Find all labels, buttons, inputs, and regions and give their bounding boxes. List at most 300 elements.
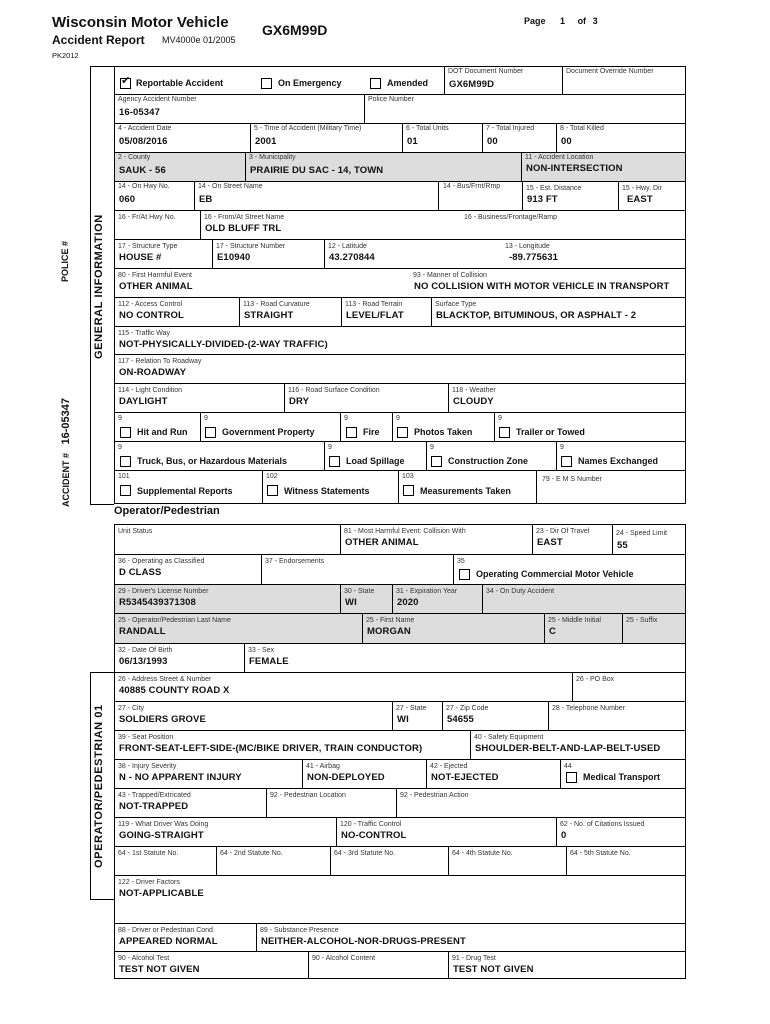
- construction-field: [426, 441, 556, 470]
- harmful-event-field: [114, 268, 410, 297]
- dot-doc-field: [444, 66, 562, 94]
- est-distance-field: [522, 181, 618, 210]
- names-label: Names Exchanged: [578, 456, 659, 466]
- medical-transport-label: Medical Transport: [583, 772, 661, 782]
- surface-type-label: Surface Type: [435, 301, 477, 308]
- fr-hwy-field: [114, 210, 200, 239]
- light-condition-value: DAYLIGHT: [119, 396, 168, 407]
- road-condition-value: DRY: [289, 396, 310, 407]
- structure-type-field: [114, 239, 212, 268]
- on-hwy-value: 060: [119, 194, 136, 205]
- names-num: 9: [560, 444, 564, 451]
- manner-collision-label: 93 - Manner of Collision: [413, 272, 487, 279]
- witness-checkbox[interactable]: [267, 485, 278, 496]
- police-number-field: [364, 94, 686, 123]
- total-injured-value: 00: [487, 136, 498, 147]
- fr-street-field: [200, 210, 460, 239]
- construction-label: Construction Zone: [448, 456, 528, 466]
- dot-doc-value: GX6M99D: [449, 79, 495, 90]
- accident-side-number: 16-05347: [60, 397, 72, 445]
- on-street-label: 14 - On Street Name: [198, 183, 263, 190]
- sex-field: [244, 643, 686, 672]
- address-field: [114, 672, 572, 701]
- photos-checkbox[interactable]: [397, 427, 408, 438]
- sex-value: FEMALE: [249, 656, 289, 667]
- amended-label: Amended: [387, 78, 429, 88]
- statute-2-field: [216, 846, 330, 875]
- citations-value: 0: [561, 830, 567, 841]
- harmful-event-value: OTHER ANIMAL: [119, 281, 193, 292]
- expiration-value: 2020: [397, 597, 419, 608]
- ems-field: [536, 470, 686, 504]
- fr-street-value: OLD BLUFF TRL: [205, 223, 282, 234]
- unit-status-field: [114, 524, 340, 554]
- road-curvature-field: [239, 297, 341, 326]
- airbag-value: NON-DEPLOYED: [307, 772, 385, 783]
- surface-type-field: [431, 297, 686, 326]
- substance-label: 89 - Substance Presence: [260, 927, 339, 934]
- city-field: [114, 701, 392, 730]
- bus-frnt-field: [438, 181, 522, 210]
- checkbox-row: [114, 66, 444, 94]
- reportable-label: Reportable Accident: [136, 78, 224, 88]
- manner-collision-field: [410, 268, 686, 297]
- accident-time-value: 2001: [255, 136, 277, 147]
- last-name-value: RANDALL: [119, 626, 166, 637]
- traffic-control-field: [336, 817, 556, 846]
- op-class-field: [114, 554, 261, 584]
- ejected-value: NOT-EJECTED: [431, 772, 499, 783]
- accident-side-text: ACCIDENT #: [61, 452, 71, 507]
- reportable-checkbox[interactable]: [120, 75, 131, 89]
- middle-initial-value: C: [549, 626, 556, 637]
- fire-field: [340, 412, 392, 441]
- hit-run-label: Hit and Run: [137, 427, 188, 437]
- structure-number-label: 17 - Structure Number: [216, 243, 286, 250]
- driver-cond-field: [114, 923, 256, 951]
- road-terrain-label: 113 - Road Terrain: [345, 301, 403, 308]
- substance-field: [256, 923, 686, 951]
- county-field: [114, 152, 245, 181]
- supp-reports-field: [114, 470, 262, 504]
- speed-limit-value: 55: [617, 540, 628, 551]
- total-killed-value: 00: [561, 136, 572, 147]
- suffix-label: 25 - Suffix: [626, 617, 658, 624]
- substance-value: NEITHER-ALCOHOL-NOR-DRUGS-PRESENT: [261, 936, 466, 947]
- supp-reports-checkbox[interactable]: [120, 485, 131, 496]
- relation-roadway-label: 117 - Relation To Roadway: [118, 358, 202, 365]
- commercial-label: Operating Commercial Motor Vehicle: [476, 569, 634, 579]
- of-label: of: [577, 16, 587, 26]
- measurements-num: 103: [402, 473, 414, 480]
- city-state-field: [392, 701, 442, 730]
- accident-location-label: 11 - Accident Location: [525, 154, 594, 161]
- page-total: 3: [592, 16, 598, 26]
- license-state-field: [340, 584, 392, 613]
- injury-label: 38 - Injury Severity: [118, 763, 177, 770]
- injury-field: [114, 759, 302, 788]
- county-label: 2 - County: [118, 154, 151, 161]
- driver-cond-label: 88 - Driver or Pedestrian Cond: [118, 927, 213, 934]
- ped-location-field: [266, 788, 396, 817]
- accident-side-label: [60, 398, 72, 507]
- emergency-label: On Emergency: [278, 78, 342, 88]
- harm-collision-value: OTHER ANIMAL: [345, 537, 419, 548]
- statute-3-label: 64 - 3rd Statute No.: [334, 850, 396, 857]
- city-value: SOLDIERS GROVE: [119, 714, 206, 725]
- hit-run-checkbox[interactable]: [120, 427, 131, 438]
- relation-roadway-value: ON-ROADWAY: [119, 367, 187, 378]
- license-state-value: WI: [345, 597, 357, 608]
- statute-5-field: [566, 846, 686, 875]
- middle-initial-field: [544, 613, 622, 643]
- safety-equipment-value: SHOULDER-BELT-AND-LAP-BELT-USED: [475, 743, 661, 754]
- light-condition-field: [114, 383, 284, 412]
- municipality-label: 3 - Municipality: [249, 154, 296, 161]
- truck-label: Truck, Bus, or Hazardous Materials: [137, 456, 288, 466]
- police-side-label: POLICE #: [60, 240, 70, 282]
- dir-travel-label: 23 - Dir Of Travel: [536, 528, 590, 535]
- on-street-field: [194, 181, 438, 210]
- trailer-label: Trailer or Towed: [516, 427, 585, 437]
- on-hwy-label: 14 - On Hwy No.: [118, 183, 170, 190]
- last-name-field: [114, 613, 362, 643]
- first-name-label: 25 - First Name: [366, 617, 415, 624]
- fire-checkbox[interactable]: [346, 427, 357, 438]
- zip-value: 54655: [447, 714, 474, 725]
- address-value: 40885 COUNTY ROAD X: [119, 685, 230, 696]
- injury-value: N - NO APPARENT INJURY: [119, 772, 242, 783]
- fr-street-label: 16 - From/At Street Name: [204, 214, 285, 221]
- names-checkbox[interactable]: [561, 456, 572, 467]
- report-title: Wisconsin Motor Vehicle: [52, 14, 229, 31]
- witness-field: [262, 470, 398, 504]
- spillage-num: 9: [328, 444, 332, 451]
- road-condition-field: [284, 383, 448, 412]
- structure-type-value: HOUSE #: [119, 252, 162, 263]
- endorsements-field: [261, 554, 453, 584]
- op-class-value: D CLASS: [119, 567, 162, 578]
- on-street-value: EB: [199, 194, 213, 205]
- traffic-control-label: 120 - Traffic Control: [340, 821, 402, 828]
- total-units-value: 01: [407, 136, 418, 147]
- medical-transport-num: 44: [564, 763, 572, 770]
- gov-property-num: 9: [204, 415, 208, 422]
- driver-doing-value: GOING-STRAIGHT: [119, 830, 204, 841]
- total-injured-label: 7 - Total Injured: [486, 125, 535, 132]
- photos-label: Photos Taken: [414, 427, 473, 437]
- dir-travel-field: [532, 524, 612, 554]
- expiration-label: 31 - Expiration Year: [396, 588, 458, 595]
- traffic-control-value: NO-CONTROL: [341, 830, 407, 841]
- est-distance-value: 913 FT: [527, 194, 558, 205]
- spillage-field: [324, 441, 426, 470]
- suffix-field: [622, 613, 686, 643]
- structure-number-field: [212, 239, 324, 268]
- page-indicator: [524, 16, 598, 26]
- hwy-dir-value: EAST: [627, 194, 653, 205]
- weather-label: 118 - Weather: [452, 387, 496, 394]
- license-state-label: 30 - State: [344, 588, 375, 595]
- road-condition-label: 116 - Road Surface Condition: [288, 387, 380, 394]
- city-label: 27 - City: [118, 705, 145, 712]
- alcohol-content-label: 90 - Alcohol Content: [312, 955, 376, 962]
- longitude-value: -89.775631: [509, 252, 559, 263]
- zip-field: [442, 701, 548, 730]
- telephone-label: 28 - Telephone Number: [552, 705, 626, 712]
- photos-field: [392, 412, 494, 441]
- agency-number-label: Agency Accident Number: [118, 96, 197, 103]
- accident-date-field: [114, 123, 250, 152]
- alcohol-test-value: TEST NOT GIVEN: [119, 964, 200, 975]
- accident-date-label: 4 - Accident Date: [118, 125, 172, 132]
- alcohol-test-label: 90 - Alcohol Test: [118, 955, 170, 962]
- relation-roadway-field: [114, 354, 686, 383]
- business-label: 16 - Business/Frontage/Ramp: [464, 214, 557, 221]
- business-field: [460, 210, 686, 239]
- access-control-field: [114, 297, 239, 326]
- trailer-num: 9: [498, 415, 502, 422]
- page-label: Page: [524, 16, 546, 26]
- unit-status-label: Unit Status: [118, 528, 153, 535]
- light-condition-label: 114 - Light Condition: [118, 387, 183, 394]
- pk-code: PK2012: [52, 51, 79, 60]
- harmful-event-label: 80 - First Harmful Event: [118, 272, 192, 279]
- statute-5-label: 64 - 5th Statute No.: [570, 850, 631, 857]
- latitude-label: 12 - Latitude: [328, 243, 367, 250]
- truck-field: [114, 441, 324, 470]
- medical-transport-field: [560, 759, 686, 788]
- total-killed-field: [556, 123, 686, 152]
- driver-doing-label: 119 - What Driver Was Doing: [118, 821, 209, 828]
- hit-run-field: [114, 412, 200, 441]
- telephone-field: [548, 701, 686, 730]
- road-terrain-field: [341, 297, 431, 326]
- zip-label: 27 - Zip Code: [446, 705, 489, 712]
- license-label: 29 - Driver's License Number: [118, 588, 209, 595]
- address-label: 26 - Address Street & Number: [118, 676, 212, 683]
- on-hwy-field: [114, 181, 194, 210]
- latlon-field: [324, 239, 686, 268]
- traffic-way-value: NOT-PHYSICALLY-DIVIDED-(2-WAY TRAFFIC): [119, 339, 328, 350]
- speed-limit-label: 24 - Speed Limit: [616, 530, 667, 537]
- structure-number-value: E10940: [217, 252, 251, 263]
- agency-number-value: 16-05347: [119, 107, 160, 118]
- longitude-label: 13 - Longitude: [505, 243, 550, 250]
- total-killed-label: 8 - Total Killed: [560, 125, 604, 132]
- statute-4-field: [448, 846, 566, 875]
- po-box-field: [572, 672, 686, 701]
- county-value: SAUK - 56: [119, 165, 166, 176]
- report-subtitle: Accident Report: [52, 33, 145, 47]
- dob-value: 06/13/1993: [119, 656, 168, 667]
- accident-time-label: 5 - Time of Accident (Military Time): [254, 125, 362, 132]
- license-field: [114, 584, 340, 613]
- seat-position-label: 39 - Seat Position: [118, 734, 174, 741]
- statute-2-label: 64 - 2nd Statute No.: [220, 850, 283, 857]
- statute-1-label: 64 - 1st Statute No.: [118, 850, 179, 857]
- citations-field: [556, 817, 686, 846]
- access-control-value: NO CONTROL: [119, 310, 184, 321]
- measurements-label: Measurements Taken: [420, 486, 511, 496]
- ejected-field: [426, 759, 560, 788]
- operator-side-label: OPERATOR/PEDESTRIAN 01: [93, 704, 105, 868]
- statute-3-field: [330, 846, 448, 875]
- check-icon: ✔: [121, 75, 131, 87]
- trapped-label: 43 - Trapped/Extricated: [118, 792, 191, 799]
- municipality-value: PRAIRIE DU SAC - 14, TOWN: [250, 165, 384, 176]
- hwy-dir-label: 15 - Hwy. Dir: [622, 185, 662, 192]
- driver-cond-value: APPEARED NORMAL: [119, 936, 218, 947]
- ped-action-label: 92 - Pedestrian Action: [400, 792, 469, 799]
- hwy-dir-field: [618, 181, 686, 210]
- ped-location-label: 92 - Pedestrian Location: [270, 792, 346, 799]
- bus-frnt-label: 14 - Bus/Frnt/Rmp: [443, 183, 501, 190]
- page-number: 1: [560, 16, 566, 26]
- accident-date-value: 05/08/2016: [119, 136, 168, 147]
- construction-num: 9: [430, 444, 434, 451]
- ped-action-field: [396, 788, 686, 817]
- gov-property-field: [200, 412, 340, 441]
- driver-factors-value: NOT-APPLICABLE: [119, 888, 204, 899]
- measurements-field: [398, 470, 536, 504]
- alcohol-content-field: [308, 951, 448, 979]
- operator-heading: Operator/Pedestrian: [114, 505, 220, 517]
- latitude-value: 43.270844: [329, 252, 375, 263]
- truck-num: 9: [118, 444, 122, 451]
- dob-field: [114, 643, 244, 672]
- weather-value: CLOUDY: [453, 396, 494, 407]
- witness-num: 102: [266, 473, 278, 480]
- agency-number-field: [114, 94, 364, 123]
- on-duty-field: [482, 584, 686, 613]
- trapped-field: [114, 788, 266, 817]
- access-control-label: 112 - Access Control: [118, 301, 183, 308]
- first-name-value: MORGAN: [367, 626, 411, 637]
- commercial-checkbox[interactable]: [459, 569, 470, 580]
- manner-collision-value: NO COLLISION WITH MOTOR VEHICLE IN TRANSPORT: [414, 281, 670, 292]
- general-info-side-label: GENERAL INFORMATION: [93, 214, 105, 359]
- ems-label: 79 - E M S Number: [542, 476, 602, 483]
- on-duty-label: 34 - On Duty Accident: [486, 588, 555, 595]
- road-curvature-label: 113 - Road Curvature: [243, 301, 310, 308]
- accident-time-field: [250, 123, 402, 152]
- override-field: [562, 66, 686, 94]
- statute-1-field: [114, 846, 216, 875]
- weather-field: [448, 383, 686, 412]
- airbag-field: [302, 759, 426, 788]
- middle-initial-label: 25 - Middle Initial: [548, 617, 601, 624]
- airbag-label: 41 - Airbag: [306, 763, 340, 770]
- measurements-checkbox[interactable]: [403, 485, 414, 496]
- safety-equipment-field: [470, 730, 686, 759]
- structure-type-label: 17 - Structure Type: [118, 243, 178, 250]
- form-code: MV4000e 01/2005: [162, 35, 236, 45]
- driver-factors-label: 122 - Driver Factors: [118, 879, 180, 886]
- trailer-field: [494, 412, 686, 441]
- spillage-checkbox[interactable]: [329, 456, 340, 467]
- trapped-value: NOT-TRAPPED: [119, 801, 189, 812]
- traffic-way-label: 115 - Traffic Way: [118, 330, 170, 337]
- safety-equipment-label: 40 - Safety Equipment: [474, 734, 544, 741]
- speed-limit-field: [612, 524, 686, 554]
- harm-collision-field: [340, 524, 532, 554]
- traffic-way-field: [114, 326, 686, 354]
- supp-reports-label: Supplemental Reports: [137, 486, 233, 496]
- accident-location-value: NON-INTERSECTION: [526, 163, 623, 174]
- ejected-label: 42 - Ejected: [430, 763, 468, 770]
- emergency-checkbox[interactable]: [261, 78, 272, 89]
- override-label: Document Override Number: [566, 68, 654, 75]
- fire-num: 9: [344, 415, 348, 422]
- accident-location-field: [521, 152, 686, 181]
- trailer-checkbox[interactable]: [499, 427, 510, 438]
- citations-label: 62 - No. of Citations Issued: [560, 821, 645, 828]
- medical-transport-checkbox[interactable]: [566, 772, 577, 783]
- fr-hwy-label: 16 - Fr/At Hwy No.: [118, 214, 176, 221]
- dir-travel-value: EAST: [537, 537, 563, 548]
- op-class-label: 36 - Operating as Classified: [118, 558, 205, 565]
- seat-position-value: FRONT-SEAT-LEFT-SIDE-(MC/BIKE DRIVER, TRAIN CONDUCTOR): [119, 743, 423, 754]
- dot-doc-label: DOT Document Number: [448, 68, 524, 75]
- surface-type-value: BLACKTOP, BITUMINOUS, OR ASPHALT - 2: [436, 310, 637, 321]
- alcohol-test-field: [114, 951, 308, 979]
- harm-collision-label: 81 - Most Harmful Event: Collision With: [344, 528, 466, 535]
- construction-checkbox[interactable]: [431, 456, 442, 467]
- road-terrain-value: LEVEL/FLAT: [346, 310, 404, 321]
- supp-reports-num: 101: [118, 473, 130, 480]
- road-curvature-value: STRAIGHT: [244, 310, 294, 321]
- dob-label: 32 - Date Of Birth: [118, 647, 173, 654]
- city-state-label: 27 - State: [396, 705, 427, 712]
- statute-4-label: 64 - 4th Statute No.: [452, 850, 513, 857]
- drug-test-label: 91 - Drug Test: [452, 955, 496, 962]
- sex-label: 33 - Sex: [248, 647, 275, 654]
- amended-checkbox[interactable]: [370, 78, 381, 89]
- last-name-label: 25 - Operator/Pedestrian Last Name: [118, 617, 231, 624]
- gov-property-checkbox[interactable]: [205, 427, 216, 438]
- witness-label: Witness Statements: [284, 486, 370, 496]
- gov-property-label: Government Property: [222, 427, 315, 437]
- truck-checkbox[interactable]: [120, 456, 131, 467]
- drug-test-field: [448, 951, 686, 979]
- case-code: GX6M99D: [262, 22, 328, 38]
- hit-run-num: 9: [118, 415, 122, 422]
- expiration-field: [392, 584, 482, 613]
- seat-position-field: [114, 730, 470, 759]
- total-injured-field: [482, 123, 556, 152]
- est-distance-label: 15 - Est. Distance: [526, 185, 582, 192]
- driver-factors-field: [114, 875, 686, 923]
- municipality-field: [245, 152, 521, 181]
- total-units-field: [402, 123, 482, 152]
- total-units-label: 6 - Total Units: [406, 125, 449, 132]
- city-state-value: WI: [397, 714, 409, 725]
- spillage-label: Load Spillage: [346, 456, 405, 466]
- drug-test-value: TEST NOT GIVEN: [453, 964, 534, 975]
- driver-doing-field: [114, 817, 336, 846]
- fire-label: Fire: [363, 427, 380, 437]
- license-value: R5345439371308: [119, 597, 196, 608]
- photos-num: 9: [396, 415, 400, 422]
- commercial-num: 35: [457, 558, 465, 565]
- po-box-label: 26 - PO Box: [576, 676, 615, 683]
- police-number-label: Police Number: [368, 96, 414, 103]
- endorsements-label: 37 - Endorsements: [265, 558, 325, 565]
- names-field: [556, 441, 686, 470]
- commercial-field: [453, 554, 686, 584]
- first-name-field: [362, 613, 544, 643]
